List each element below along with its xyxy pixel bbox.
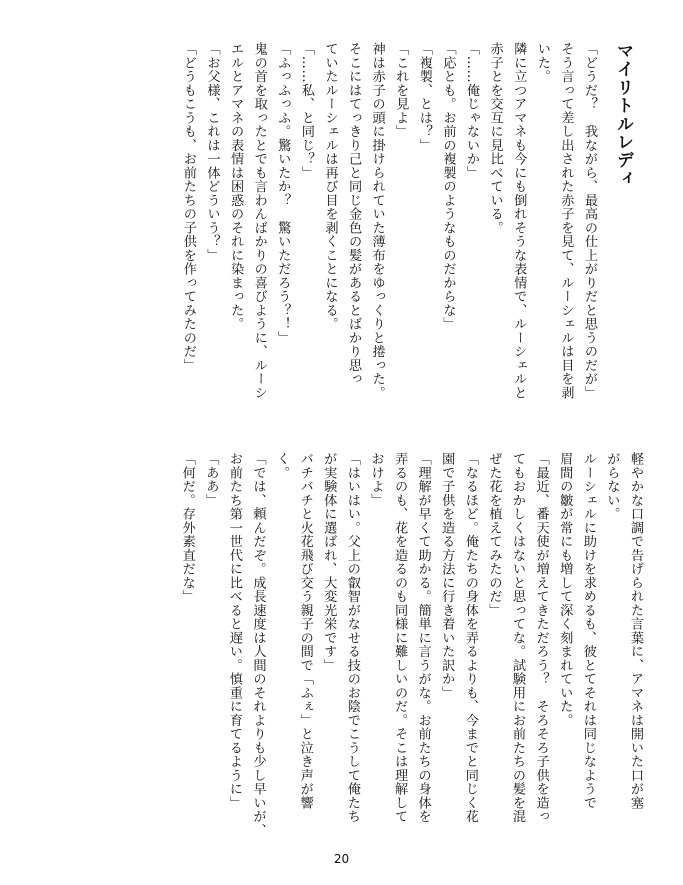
text-line: 「何だ。存外素直だな」 (179, 452, 195, 604)
text-line: 赤子とを交互に見比べている。 (487, 42, 503, 235)
text-line: エルとアマネの表情は困惑のそれに染まった。 (228, 42, 244, 331)
text-line: 「複製、とは？」 (416, 42, 432, 152)
text-line: 「……私、と同じ？」 (298, 42, 314, 180)
text-line: 弄るのも、花を造るのも同様に難しいのだ。そこは理解して (392, 452, 408, 824)
text-line: 「はいはい。父上の叡智がなせる技のお陰でこうして俺たち (344, 452, 360, 824)
bottom-text-block (175, 452, 647, 852)
text-line: バチバチと火花飛び交う親子の間で「ふぇ」と泣き声が響 (297, 452, 313, 810)
text-line: く。 (274, 452, 290, 480)
text-line: ていたルーシェルは再び目を剥くことになる。 (322, 42, 338, 331)
text-line: 「応とも。お前の複製のようなものだからな」 (440, 42, 456, 331)
text-line: 「どうだ？ 我ながら、最高の仕上がりだと思うのだが」 (582, 42, 597, 400)
text-line: 「これを見よ」 (393, 42, 409, 139)
text-line: そう言って差し出された赤子を見て、ルーシェルは目を剥 (558, 42, 574, 400)
text-line: がらない。 (604, 452, 620, 521)
text-line: 「最近、番天使が増えてきただろう？ そろそろ子供を造っ (533, 452, 549, 824)
text-line: 眉間の皺が常にも増して深く刻まれていた。 (557, 452, 573, 727)
text-line: 「では、頼んだぞ。成長速度は人間のそれよりも少し早いが、 (250, 452, 266, 837)
text-line: 「ふっふっふ。驚いたか？ 驚いただろう？！」 (275, 42, 291, 345)
text-line: いた。 (534, 42, 550, 84)
text-line: 「……俺じゃないか」 (464, 42, 480, 180)
text-line: 「ああ」 (203, 452, 219, 507)
text-line: 「どうもこうも、お前たちの子供を作ってみたのだ」 (180, 42, 196, 372)
text-line: ルーシェルに助けを求めるも、彼とてそれは同じなようで (580, 452, 596, 810)
text-line: 軽やかな口調で告げられた言葉に、アマネは開いた口が塞 (628, 452, 643, 810)
text-line: そこにはてっきり己と同じ金色の髪があるとばかり思っ (346, 42, 362, 386)
text-line: 隣に立つアマネも今にも倒れそうな表情で、ルーシェルと (511, 42, 527, 400)
text-line: おけよ」 (368, 452, 384, 507)
text-line: 園で子供を造る方法に行き着いた訳か」 (439, 452, 455, 700)
text-line: ぜた花を植えてみたのだ」 (486, 452, 502, 617)
text-line: お前たち第一世代に比べると遅い。慎重に育てるように」 (226, 452, 242, 810)
text-line: 「お父様、これは一体どういう？」 (204, 42, 220, 262)
text-line: が実験体に選ばれ、大変光栄です」 (321, 452, 337, 672)
text-line: 「理解が早くて助かる。簡単に言うがな。お前たちの身体を (415, 452, 431, 824)
page-number: 20 (333, 852, 350, 866)
chapter-title: マイリトルレディ (613, 42, 633, 188)
text-line: 「なるほど。俺たちの身体を弄るよりも、今までと同じく花 (462, 452, 478, 824)
text-line: てもおかしくはないと思ってな。試験用にお前たちの髪を混 (510, 452, 526, 824)
text-line: 鬼の首を取ったとでも言わんばかりの喜びように、ルーシ (251, 42, 267, 400)
top-text-block (176, 42, 645, 442)
text-line: 神は赤子の頭に掛けられていた薄布をゆっくりと捲った。 (369, 42, 385, 400)
